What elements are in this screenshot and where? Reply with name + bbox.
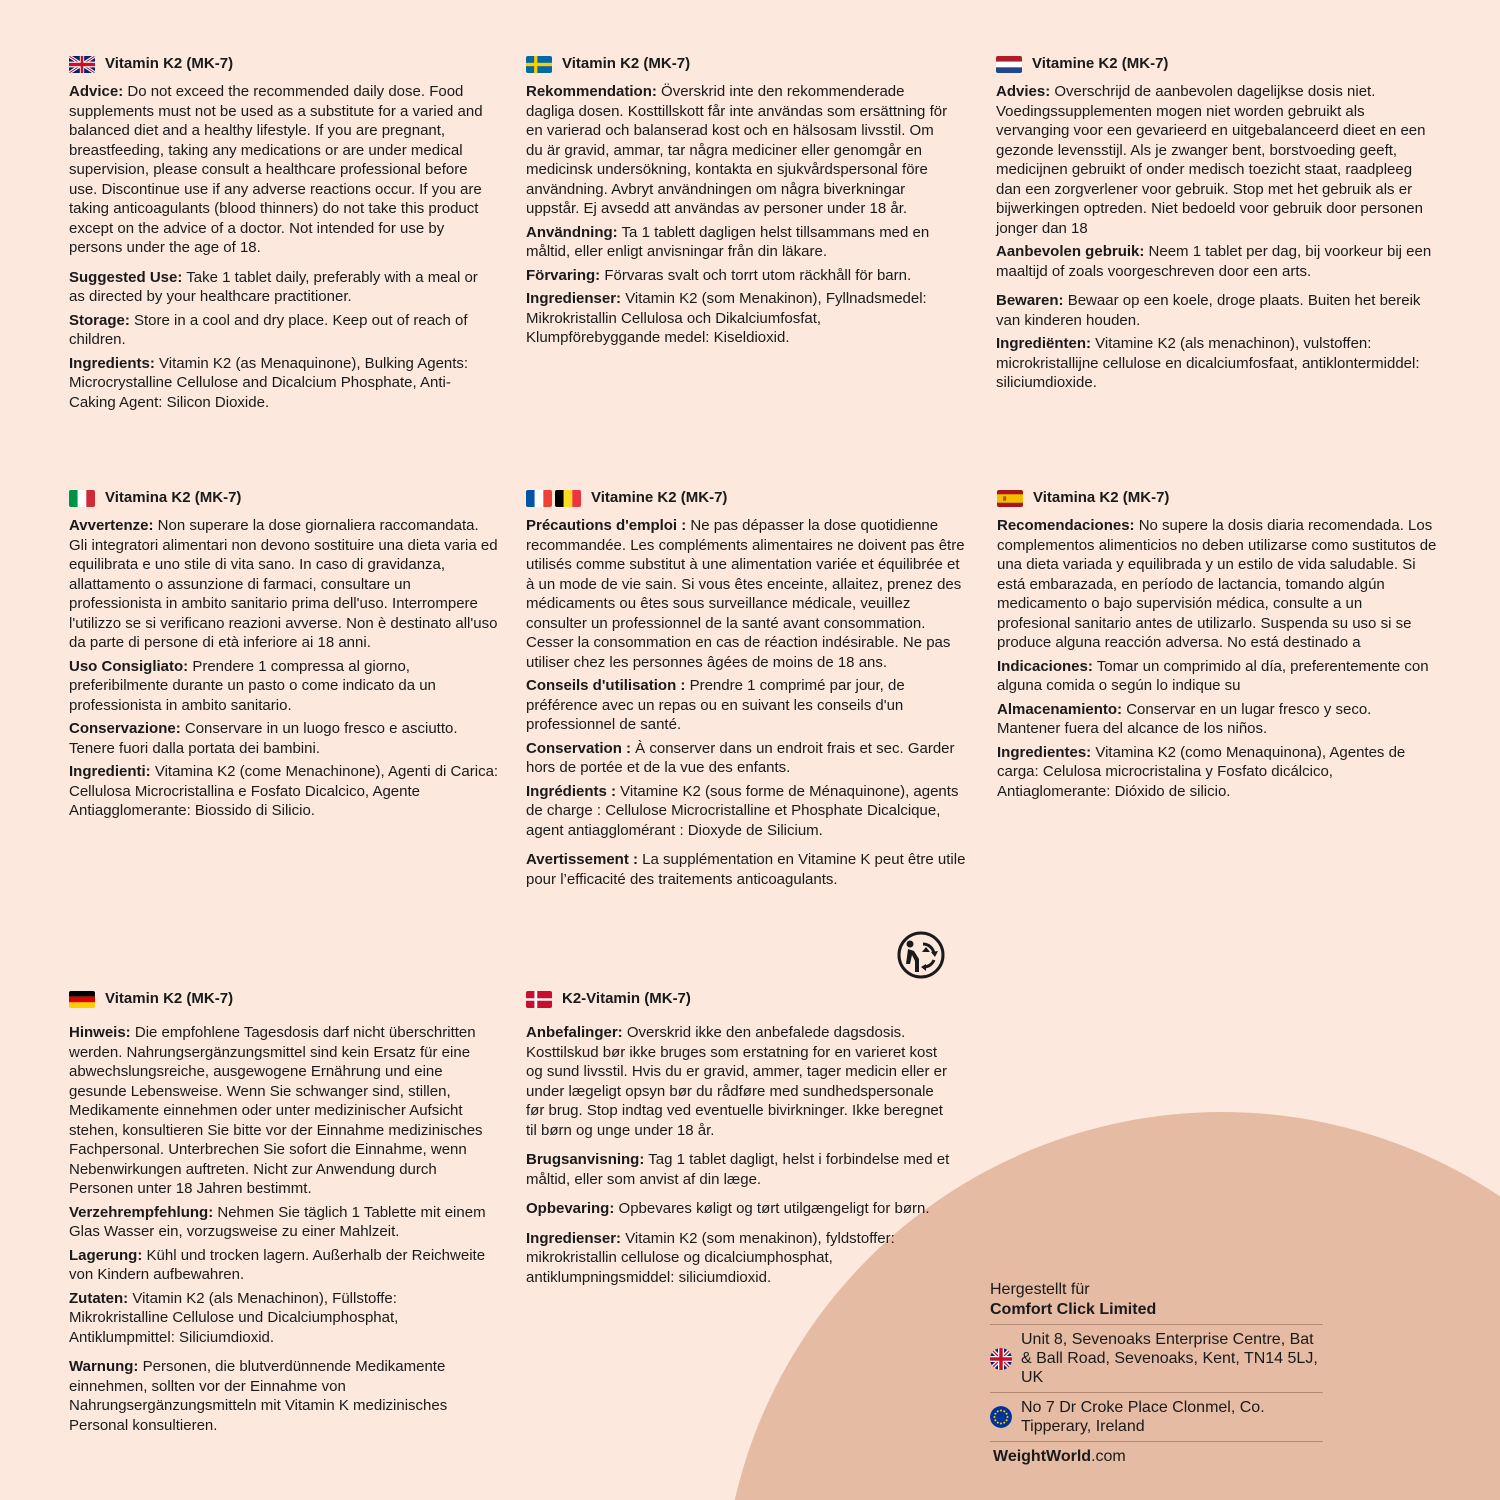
usage-text: Indicaciones: Tomar un comprimido al día, preferentemente con alguna comida o según lo indique su xyxy=(997,657,1429,694)
advice-text: Hinweis: Die empfohlene Tagesdosis darf nicht überschritten werden. Nahrungsergänzungsmittel sind kein Ersatz für eine abwechslungsreiche, ausgewogene Ernährung und eine gesunde Lebensweise. Wenn Sie schwanger sind, stillen, Medikamente einnehmen oder unter medizinischer Aufsicht stehen, konsultieren Sie bitte vor der Einnahme medizinisches Fachpersonal. Unterbrechen Sie sofort die Einnahme, wenn Nebenwirkungen auftreten. Nicht zur Anwendung durch Personen unter 18 Jahren bestimmt. xyxy=(69,1024,483,1197)
section-title: Vitamin K2 (MK-7) xyxy=(562,55,691,73)
section-title: Vitamina K2 (MK-7) xyxy=(105,489,242,507)
ingredients-text: Ingredienser: Vitamin K2 (som Menakinon), Fyllnadsmedel: Mikrokristallin Cellulosa och Dikalciumfosfat, Klumpförebyggande medel: Kiseldioxid. xyxy=(526,290,927,346)
advice-text: Advies: Overschrijd de aanbevolen dagelijkse dosis niet. Voedingssupplementen mogen niet worden gebruikt als vervanging voor een gevarieerd en uitgebalanceerd dieet en een gezonde levensstijl. Als je zwanger bent, borstvoeding geeft, medicijnen gebruikt of onder medisch toezicht staat, raadpleeg dan een zorgverlener voor gebruik. Stop met het gebruik als er bijwerkingen optreden. Niet bedoeld voor gebruik door personen jonger dan 18 xyxy=(996,83,1426,237)
section-title: Vitamina K2 (MK-7) xyxy=(1033,489,1170,507)
ingredients-text: Ingredients: Vitamin K2 (as Menaquinone), Bulking Agents: Microcrystalline Cellulose and Dicalcium Phosphate, Anti-Caking Agent: Silicon Dioxide. xyxy=(69,354,469,411)
section-es xyxy=(997,488,1437,805)
spain-flag-icon xyxy=(997,490,1023,507)
uk-address: Unit 8, Sevenoaks Enterprise Centre, Bat & Ball Road, Sevenoaks, Kent, TN14 5LJ, UK xyxy=(1021,1331,1318,1386)
section-heading xyxy=(69,54,494,74)
uk-flag-icon xyxy=(69,56,95,73)
section-sv xyxy=(526,54,951,352)
section-heading xyxy=(997,488,1437,508)
section-heading xyxy=(69,989,499,1009)
section-heading xyxy=(526,989,951,1009)
storage-text: Conservation : À conserver dans un endroit frais et sec. Garder hors de portée et de la vue des enfants. xyxy=(526,739,955,776)
usage-text: Verzehrempfehlung: Nehmen Sie täglich 1 Tablette mit einem Glas Wasser ein, vorzugsweise zu einer Mahlzeit. xyxy=(69,1203,486,1240)
usage-text: Uso Consigliato: Prendere 1 compressa al giorno, preferibilmente durante un pasto o come indicato da un professionista in ambito sanitario. xyxy=(69,657,436,714)
sweden-flag-icon xyxy=(526,56,552,73)
flag-group xyxy=(526,490,581,507)
advice-text: Précautions d'emploi : Ne pas dépasser la dose quotidienne recommandée. Les compléments alimentaires ne doivent pas être utilisés comme substitut à une alimentation variée et équilibrée et à un mode de vie sain. Si vous êtes enceinte, allaitez, prenez des médicaments ou êtes sous surveillance médicale, veuillez consulter un professionnel de la santé avant consommation. Cesser la consommation en cas de réaction indésirable. Ne pas utiliser chez les personnes âgées de moins de 18 ans. xyxy=(526,517,965,671)
eu-flag-icon xyxy=(990,1406,1012,1428)
section-fr xyxy=(526,488,966,893)
denmark-flag-icon xyxy=(526,991,552,1008)
triman-recycling-icon xyxy=(896,930,946,980)
storage-text: Lagerung: Kühl und trocken lagern. Außerhalb der Reichweite von Kindern aufbewahren. xyxy=(69,1246,486,1283)
section-title: Vitamin K2 (MK-7) xyxy=(105,55,234,73)
advice-text: Avvertenze: Non superare la dose giornaliera raccomandata. Gli integratori alimentari non devono sostituire una dieta varia ed equilibrata e uno stile di vita sano. In caso di gravidanza, allattamento o assunzione di farmaci, consultare un professionista in ambito sanitario prima dell'uso. Interrompere l'utilizzo se si verificano reazioni avverse. Non è destinato all'uso da parte di persone di età inferiore ai 18 anni. xyxy=(69,517,498,651)
storage-text: Bewaren: Bewaar op een koele, droge plaats. Buiten het bereik van kinderen houden. xyxy=(996,292,1421,329)
section-heading xyxy=(69,488,499,508)
ireland-address-row xyxy=(990,1393,1323,1442)
usage-text: Användning: Ta 1 tablett dagligen helst tillsammans med en måltid, eller enligt anvisningar från din läkare. xyxy=(526,223,930,260)
section-title: Vitamine K2 (MK-7) xyxy=(591,489,728,507)
advice-text: Recomendaciones: No supere la dosis diaria recomendada. Los complementos alimenticios no deben utilizarse como sustitutos de una dieta variada y equilibrada y un estilo de vida saludable. Si está embarazada, en período de lactancia, tomando algún medicamento o bajo supervisión médica, consulte a un profesional sanitario antes de utilizarlo. Suspenda su uso si se produce alguna reacción adversa. No está destinado a xyxy=(997,517,1437,651)
ingredients-text: Ingredienser: Vitamin K2 (som menakinon), fyldstoffer: mikrokristallin cellulose og dicalciumphosphat, antiklumpningsmiddel: siliciumdioxid. xyxy=(526,1229,895,1286)
made-for-label: Hergestellt für xyxy=(990,1281,1090,1298)
advice-text: Rekommendation: Överskrid inte den rekommenderade dagliga dosen. Kosttillskott får inte användas som ersättning för en varierad och balanserad kost och en hälsosam livsstil. Om du är gravid, ammar, tar några mediciner eller genomgår en medicinsk undersökning, kontakta en sjukvårdspersonal före användning. Avbryt användningen om några biverkningar uppstår. Ej avsedd att användas av personer under 18 år. xyxy=(526,83,948,217)
section-en xyxy=(69,54,494,416)
storage-text: Storage: Store in a cool and dry place. Keep out of reach of children. xyxy=(69,311,468,348)
italy-flag-icon xyxy=(69,490,95,507)
section-heading xyxy=(996,54,1441,74)
warning-text: Avertissement : La supplémentation en Vitamine K peut être utile pour l’efficacité des traitements anticoagulants. xyxy=(526,851,966,888)
section-heading xyxy=(526,488,966,508)
storage-text: Förvaring: Förvaras svalt och torrt utom räckhåll för barn. xyxy=(526,266,912,284)
ireland-address: No 7 Dr Croke Place Clonmel, Co. Tipperary, Ireland xyxy=(1021,1399,1265,1435)
advice-text: Advice: Do not exceed the recommended daily dose. Food supplements must not be used as a substitute for a varied and balanced diet and a healthy lifestyle. If you are pregnant, breastfeeding, taking any medications or are under medical supervision, please consult a healthcare professional before use. Discontinue use if any adverse reactions occur. If you are taking anticoagulants (blood thinners) do not take this product except on the advice of a doctor. Not intended for use by persons under the age of 18. xyxy=(69,83,483,256)
usage-text: Suggested Use: Take 1 tablet daily, preferably with a meal or as directed by your healthcare practitioner. xyxy=(69,268,478,305)
usage-text: Brugsanvisning: Tag 1 tablet dagligt, helst i forbindelse med et måltid, eller som anvist af din læge. xyxy=(526,1151,950,1188)
manufacturer-info xyxy=(990,1280,1323,1466)
usage-text: Conseils d'utilisation : Prendre 1 comprimé par jour, de préférence avec un repas ou en suivant les conseils d'un professionnel de santé. xyxy=(526,677,905,733)
storage-text: Opbevaring: Opbevares køligt og tørt utilgængeligt for børn. xyxy=(526,1200,930,1217)
section-heading xyxy=(526,54,951,74)
company-name: Comfort Click Limited xyxy=(990,1300,1323,1325)
warning-text: Warnung: Personen, die blutverdünnende Medikamente einnehmen, sollten vor der Einnahme von Nahrungsergänzungsmitteln mit Vitamin K medizinisches Personal konsultieren. xyxy=(69,1358,448,1434)
france-flag-icon xyxy=(526,490,552,507)
section-de xyxy=(69,989,499,1439)
storage-text: Almacenamiento: Conservar en un lugar fresco y seco. Mantener fuera del alcance de los niños. xyxy=(997,700,1372,737)
section-title: Vitamin K2 (MK-7) xyxy=(105,990,234,1008)
uk-flag-icon xyxy=(990,1348,1012,1370)
ingredients-text: Ingredientes: Vitamina K2 (como Menaquinona), Agentes de carga: Celulosa microcristalina y Fosfato dicálcico, Antiaglomerante: Dióxido de silicio. xyxy=(997,743,1406,800)
section-it xyxy=(69,488,499,825)
ingredients-text: Ingrédients : Vitamine K2 (sous forme de Ménaquinone), agents de charge : Cellulose Microcristalline et Phosphate Dicalcique, agent antiagglomérant : Dioxyde de Silicium. xyxy=(526,782,959,839)
section-title: Vitamine K2 (MK-7) xyxy=(1032,55,1169,73)
ingredients-text: Zutaten: Vitamin K2 (als Menachinon), Füllstoffe: Mikrokristalline Cellulose und Dicalciumphosphat, Antiklumpmittel: Siliciumdioxid. xyxy=(69,1289,399,1346)
section-title: K2-Vitamin (MK-7) xyxy=(562,990,691,1008)
ingredients-text: Ingrediënten: Vitamine K2 (als menachinon), vulstoffen: microkristallijne cellulose en dicalciumfosfaat, antiklontermiddel: siliciumdioxide. xyxy=(996,335,1420,391)
website[interactable]: WeightWorld.com xyxy=(993,1448,1126,1465)
uk-address-row xyxy=(990,1325,1323,1393)
section-nl xyxy=(996,54,1441,397)
section-da xyxy=(526,989,951,1291)
advice-text: Anbefalinger: Overskrid ikke den anbefalede dagsdosis. Kosttilskud bør ikke bruges som erstatning for en varieret kost og sund livsstil. Hvis du er gravid, ammer, tager medicin eller er under lægeligt opsyn bør du rådføre med sundhedspersonale før brug. Stop indtag ved eventuelle bivirkninger. Ikke beregnet til børn og unge under 18 år. xyxy=(526,1024,947,1139)
belgium-flag-icon xyxy=(555,490,581,507)
usage-text: Aanbevolen gebruik: Neem 1 tablet per dag, bij voorkeur bij een maaltijd of zoals voorgeschreven door een arts. xyxy=(996,243,1432,280)
storage-text: Conservazione: Conservare in un luogo fresco e asciutto. Tenere fuori dalla portata dei bambini. xyxy=(69,720,458,757)
netherlands-flag-icon xyxy=(996,56,1022,73)
ingredients-text: Ingredienti: Vitamina K2 (come Menachinone), Agenti di Carica: Cellulosa Microcristallina e Fosfato Dicalcico, Agente Antiagglomerante: Biossido di Silicio. xyxy=(69,763,499,819)
germany-flag-icon xyxy=(69,991,95,1008)
